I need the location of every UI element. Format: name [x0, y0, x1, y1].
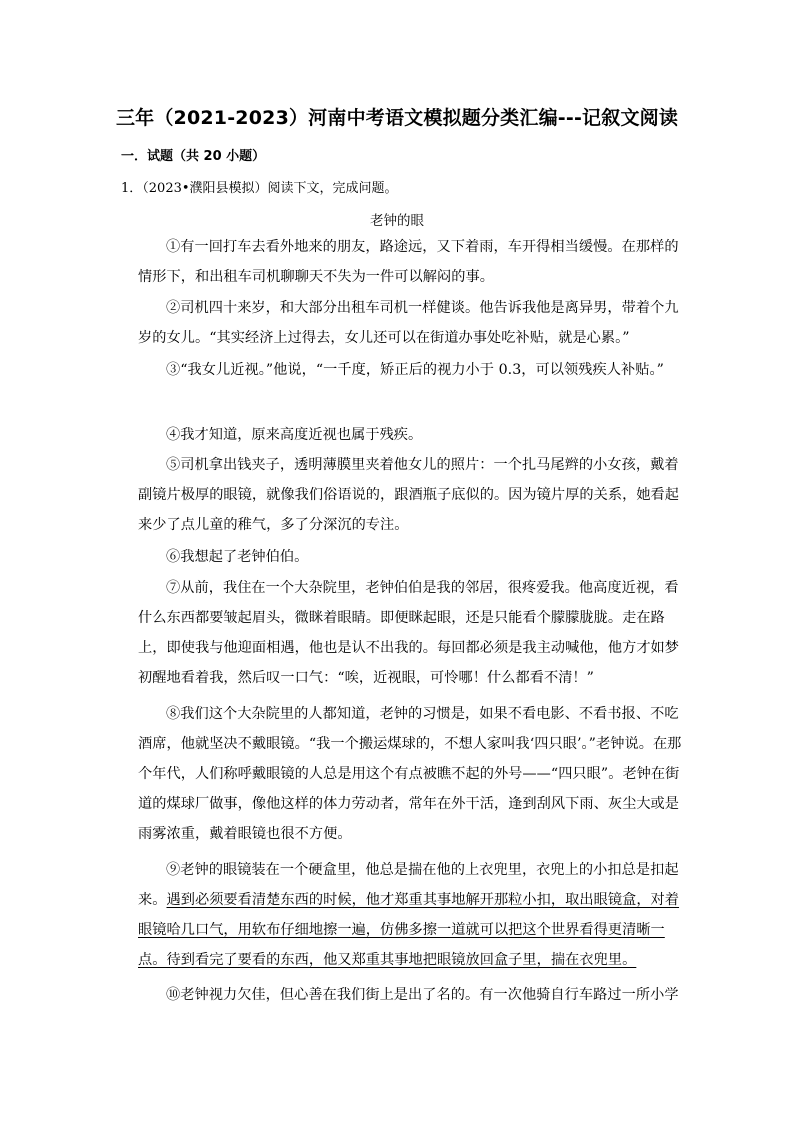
- paragraph-9-underlined: 遇到必须要看清楚东西的时候，他才郑重其事地解开那粒小扣，取出眼镜盒，对着眼镜哈几口气，用软布仔细地擦一遍，仿佛多擦一道就可以把这个世界看得更清晰一点。待到看完了要看的东西，他又郑重其事地把眼镜放回盒子里，揣在衣兜里。: [138, 892, 680, 968]
- paragraph-10: ⑩老钟视力欠佳，但心善在我们街上是出了名的。有一次他骑自行车路过一所小学: [166, 987, 679, 1003]
- paragraph-4: ④我才知道，原来高度近视也属于残疾。: [166, 427, 423, 443]
- paragraph-1: ①有一回打车去看外地来的朋友，路途远，又下着雨，车开得相当缓慢。在那样的情形下，和出租车司机聊聊天不失为一件可以解闷的事。: [138, 239, 679, 285]
- paragraph-2: ②司机四十来岁，和大部分出租车司机一样健谈。他告诉我他是离异男，带着个九岁的女儿。“其实经济上过得去，女儿还可以在街道办事处吃补贴，就是心累。”: [138, 300, 679, 346]
- paragraph-9-plain: ⑨老钟的眼镜装在一个硬盒里，他总是揣在他的上衣兜里，衣兜上的小扣总是扣起来。: [138, 862, 679, 908]
- paragraph-8: ⑧我们这个大杂院里的人都知道，老钟的习惯是，如果不看电影、不看书报、不吃酒席，他就坚决不戴眼镜。“我一个搬运煤球的，不想人家叫我‘四只眼’。”老钟说。在那个年代，人们称呼戴眼镜的人总是用这个有点被瞧不起的外号——“四只眼”。老钟在街道的煤球厂做事，像他这样的体力劳动者，常年在外干活，逢到刮风下雨、灰尘大或是雨雾浓重，戴着眼镜也很不方便。: [138, 706, 682, 842]
- paragraph-7: ⑦从前，我住在一个大杂院里，老钟伯伯是我的邻居，很疼爱我。他高度近视，看什么东西都要皱起眉头，微眯着眼睛。即便眯起眼，还是只能看个朦朦胧胧。走在路上，即使我与他迎面相遇，他也是认不出我的。每回都必须是我主动喊他，他方才如梦初醒地看着我，然后叹一口气：“唉，近视眼，可怜哪！什么都看不清！”: [138, 580, 680, 686]
- document-title: 三年（2021-2023）河南中考语文模拟题分类汇编---记叙文阅读: [115, 107, 679, 129]
- question-intro: 1．（2023•濮阳县模拟）阅读下文，完成问题。: [121, 181, 398, 196]
- section-heading: 一．试题（共 20 小题）: [121, 149, 266, 164]
- paragraph-6: ⑥我想起了老钟伯伯。: [166, 549, 309, 565]
- paragraph-9: [138, 855, 686, 975]
- paragraph-3: ③“我女儿近视。”他说，“一千度，矫正后的视力小于 0.3，可以领残疾人补贴。”: [166, 362, 664, 378]
- passage-title: 老钟的眼: [370, 213, 424, 229]
- paragraph-5: ⑤司机拿出钱夹子，透明薄膜里夹着他女儿的照片：一个扎马尾辫的小女孩，戴着副镜片极厚的眼镜，就像我们俗语说的，跟酒瓶子底似的。因为镜片厚的关系，她看起来少了点儿童的稚气，多了分深沉的专注。: [138, 457, 680, 533]
